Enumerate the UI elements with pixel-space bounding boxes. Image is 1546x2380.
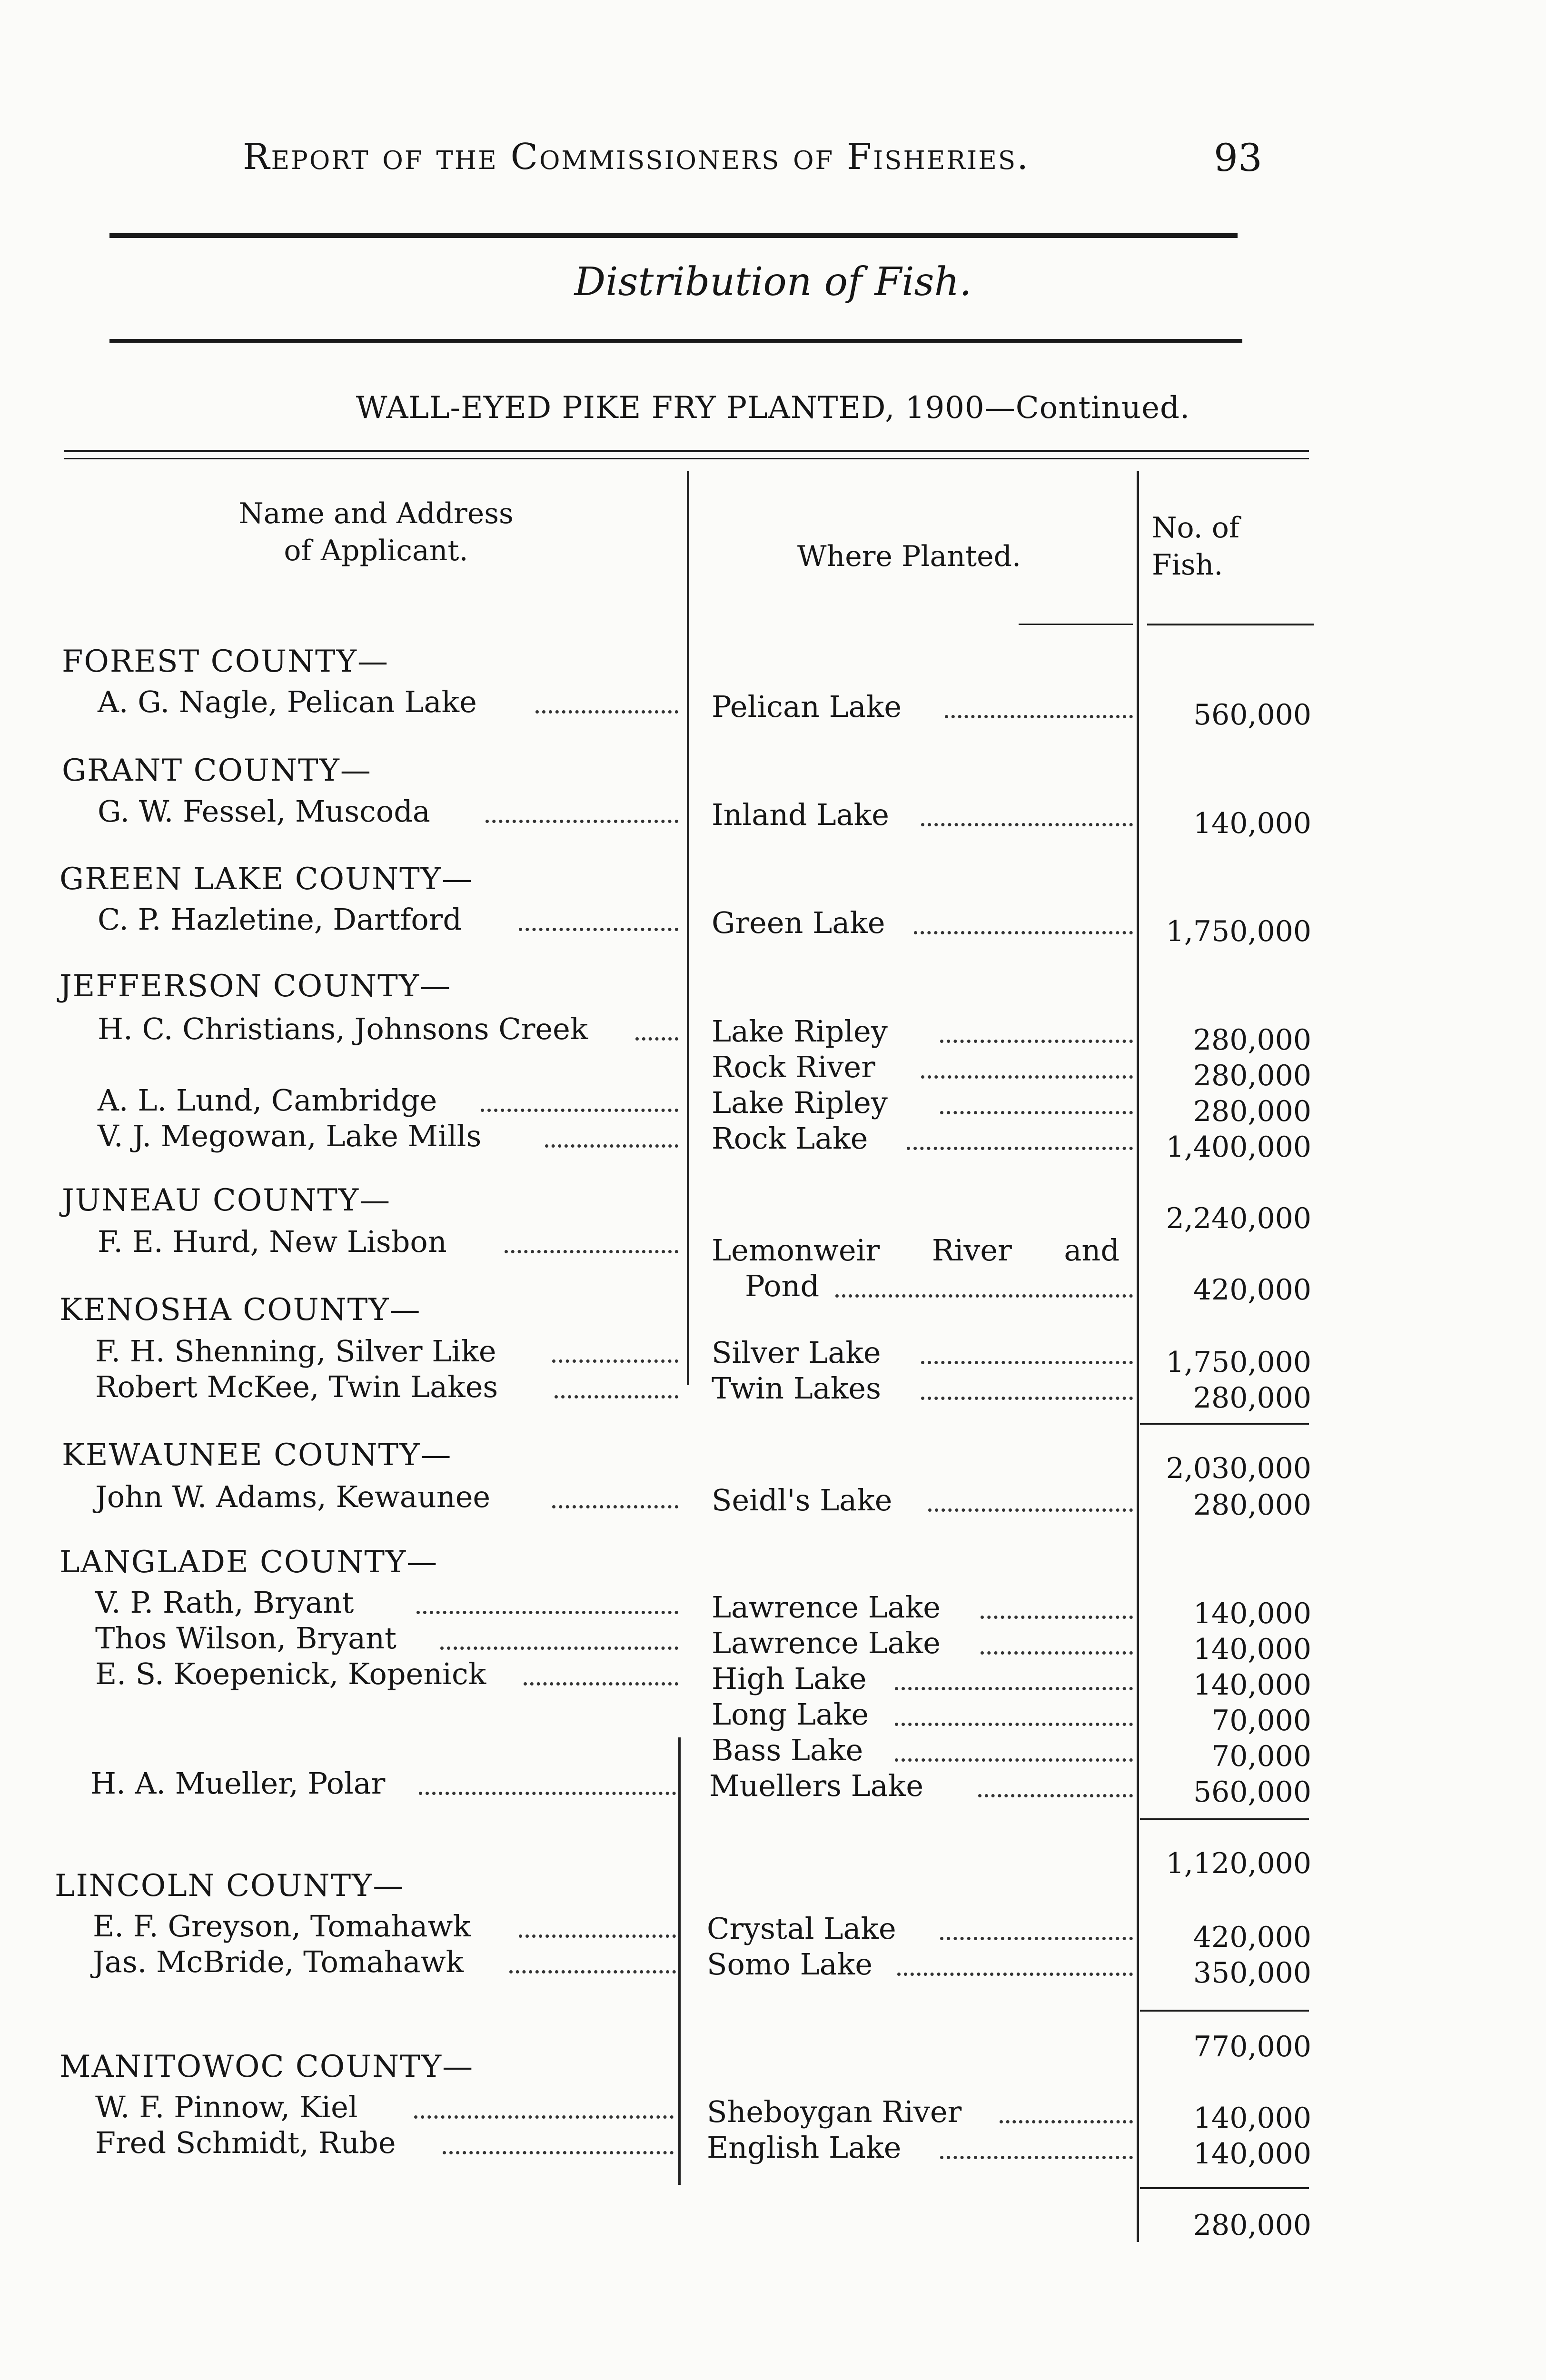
page-header: [0, 126, 1546, 198]
planting-location: English Lake: [707, 2130, 902, 2165]
header-bottom-rule: [1147, 624, 1314, 625]
planting-location: Sheboygan River: [707, 2094, 962, 2129]
county-heading: KENOSHA COUNTY—: [59, 1292, 421, 1328]
section-rule: [109, 339, 1242, 343]
county-heading: FOREST COUNTY—: [62, 644, 389, 679]
column-header-applicant: [152, 495, 600, 569]
county-total: 2,030,000: [1166, 1452, 1311, 1485]
fish-count: 140,000: [1193, 807, 1311, 840]
running-title: Report of the Commissioners of Fisheries.: [243, 136, 1030, 178]
planting-location: Muellers Lake: [709, 1768, 924, 1803]
fish-count: 140,000: [1193, 2102, 1311, 2135]
planting-location: Lawrence Lake: [712, 1590, 941, 1625]
applicant: Thos Wilson, Bryant: [95, 1621, 396, 1656]
leader-dots: [921, 1075, 1133, 1079]
planting-location: Pond: [745, 1269, 820, 1303]
fish-count: 420,000: [1193, 1921, 1311, 1954]
leader-dots: [895, 1723, 1133, 1726]
fish-count: 280,000: [1193, 1381, 1311, 1415]
applicant: C. P. Hazletine, Dartford: [98, 902, 462, 937]
leader-dots: [414, 2115, 674, 2119]
applicant: E. F. Greyson, Tomahawk: [93, 1909, 471, 1944]
fish-count: 140,000: [1193, 1633, 1311, 1666]
column-header-number-line2: Fish.: [1152, 548, 1223, 582]
applicant: H. C. Christians, Johnsons Creek: [98, 1012, 588, 1046]
leader-dots: [552, 1359, 678, 1363]
county-total: 280,000: [1193, 2209, 1311, 2242]
leader-dots: [635, 1037, 678, 1041]
fish-count: 70,000: [1211, 1704, 1311, 1737]
leader-dots: [555, 1395, 678, 1398]
leader-dots: [895, 1758, 1133, 1762]
planting-location: Inland Lake: [712, 797, 889, 832]
leader-dots: [416, 1611, 678, 1614]
planting-location: High Lake: [712, 1661, 867, 1696]
applicant: Jas. McBride, Tomahawk: [93, 1944, 464, 1979]
fish-count: 560,000: [1193, 698, 1311, 732]
header-rule: [109, 233, 1238, 238]
column-header-applicant-line1: Name and Address: [238, 497, 514, 530]
county-heading: LANGLADE COUNTY—: [59, 1545, 438, 1580]
applicant: G. W. Fessel, Muscoda: [98, 794, 430, 829]
fish-count: 420,000: [1193, 1273, 1311, 1307]
table-top-rule-2: [64, 458, 1309, 459]
leader-dots: [940, 2156, 1133, 2159]
leader-dots: [940, 1937, 1133, 1940]
header-bottom-rule-mid: [1019, 624, 1133, 625]
leader-dots: [545, 1144, 678, 1148]
fish-count: 140,000: [1193, 2137, 1311, 2171]
planting-location: Somo Lake: [707, 1947, 873, 1982]
applicant: E. S. Koepenick, Kopenick: [95, 1656, 486, 1691]
leader-dots: [921, 823, 1133, 826]
leader-dots: [981, 1616, 1133, 1619]
applicant: F. H. Shenning, Silver Like: [95, 1334, 496, 1368]
leader-dots: [481, 1109, 678, 1112]
fish-count: 1,750,000: [1166, 1346, 1311, 1379]
section-title: Distribution of Fish.: [574, 259, 972, 305]
leader-dots: [519, 1934, 676, 1938]
county-heading: LINCOLN COUNTY—: [55, 1868, 405, 1904]
planting-location: Twin Lakes: [712, 1371, 881, 1406]
subtotal-rule: [1140, 1423, 1309, 1425]
fish-count: 560,000: [1193, 1775, 1311, 1809]
leader-dots: [1000, 2120, 1133, 2123]
applicant: Fred Schmidt, Rube: [95, 2125, 396, 2160]
subtotal-rule: [1140, 1818, 1309, 1820]
subtotal-rule: [1140, 2010, 1309, 2012]
leader-dots: [519, 928, 678, 931]
applicant: V. J. Megowan, Lake Mills: [98, 1119, 482, 1153]
planting-location: Lake Ripley: [712, 1085, 888, 1120]
fish-count: 280,000: [1193, 1488, 1311, 1522]
leader-dots: [928, 1508, 1133, 1512]
table-top-rule: [64, 450, 1309, 452]
applicant: Robert McKee, Twin Lakes: [95, 1369, 498, 1404]
county-heading: GREEN LAKE COUNTY—: [59, 862, 473, 897]
page-number: 93: [1214, 136, 1262, 180]
planting-location: Rock Lake: [712, 1121, 868, 1156]
leader-dots: [895, 1687, 1133, 1690]
planting-location: Silver Lake: [712, 1335, 881, 1370]
county-total: 770,000: [1193, 2030, 1311, 2063]
county-heading: GRANT COUNTY—: [62, 753, 372, 788]
column-header-number-line1: No. of: [1152, 511, 1240, 545]
fish-count: 140,000: [1193, 1597, 1311, 1630]
planting-location: Seidl's Lake: [712, 1483, 892, 1517]
column-header-applicant-line2: of Applicant.: [284, 534, 468, 567]
leader-dots: [981, 1651, 1133, 1655]
leader-dots: [440, 1646, 678, 1650]
planting-location: Rock River: [712, 1050, 875, 1084]
planting-location: Pelican Lake: [712, 689, 902, 724]
column-header-where: Where Planted.: [797, 540, 1021, 573]
fish-count: 1,400,000: [1166, 1130, 1311, 1164]
fish-count: 70,000: [1211, 1740, 1311, 1773]
leader-dots: [897, 1973, 1133, 1976]
planting-location: Bass Lake: [712, 1733, 863, 1767]
county-heading: JUNEAU COUNTY—: [62, 1183, 391, 1218]
county-total: 2,240,000: [1166, 1202, 1311, 1235]
leader-dots: [978, 1794, 1133, 1797]
county-total: 1,120,000: [1166, 1847, 1311, 1880]
column-divider-1: [687, 471, 689, 1385]
planting-location: Long Lake: [712, 1697, 869, 1732]
applicant: F. E. Hurd, New Lisbon: [98, 1224, 447, 1259]
leader-dots: [921, 1361, 1133, 1364]
leader-dots: [907, 1147, 1133, 1150]
leader-dots: [486, 820, 678, 823]
fish-count: 140,000: [1193, 1668, 1311, 1702]
fish-count: 1,750,000: [1166, 915, 1311, 948]
county-heading: KEWAUNEE COUNTY—: [62, 1438, 452, 1473]
fish-count: 280,000: [1193, 1095, 1311, 1128]
leader-dots: [443, 2151, 674, 2154]
planting-location: Green Lake: [712, 905, 885, 940]
leader-dots: [419, 1792, 676, 1795]
table-title: WALL-EYED PIKE FRY PLANTED, 1900—Continued.: [356, 390, 1190, 426]
applicant: W. F. Pinnow, Kiel: [95, 2090, 358, 2124]
leader-dots: [921, 1397, 1133, 1400]
leader-dots: [552, 1505, 678, 1508]
leader-dots: [524, 1682, 678, 1686]
applicant: A. G. Nagle, Pelican Lake: [98, 684, 477, 719]
applicant: H. A. Mueller, Polar: [90, 1766, 386, 1801]
column-header-number: [1152, 509, 1304, 584]
leader-dots: [509, 1970, 676, 1973]
leader-dots: [940, 1040, 1133, 1043]
fish-count: 350,000: [1193, 1956, 1311, 1990]
planting-location: Crystal Lake: [707, 1911, 896, 1946]
leader-dots: [505, 1250, 678, 1253]
leader-dots: [945, 715, 1133, 718]
planting-location: Lawrence Lake: [712, 1626, 941, 1660]
leader-dots: [914, 931, 1133, 934]
planting-location: Lake Ripley: [712, 1014, 888, 1049]
applicant: V. P. Rath, Bryant: [95, 1585, 354, 1620]
column-divider-1b: [678, 1737, 681, 2185]
subtotal-rule: [1140, 2187, 1309, 2189]
leader-dots: [835, 1294, 1133, 1298]
applicant: John W. Adams, Kewaunee: [95, 1479, 491, 1514]
county-heading: JEFFERSON COUNTY—: [59, 969, 452, 1004]
fish-count: 280,000: [1193, 1023, 1311, 1057]
fish-count: 280,000: [1193, 1059, 1311, 1092]
leader-dots: [940, 1111, 1133, 1114]
planting-location: Lemonweir River and: [712, 1233, 1120, 1268]
applicant: A. L. Lund, Cambridge: [98, 1083, 437, 1118]
county-heading: MANITOWOC COUNTY—: [59, 2049, 474, 2084]
leader-dots: [535, 710, 678, 714]
